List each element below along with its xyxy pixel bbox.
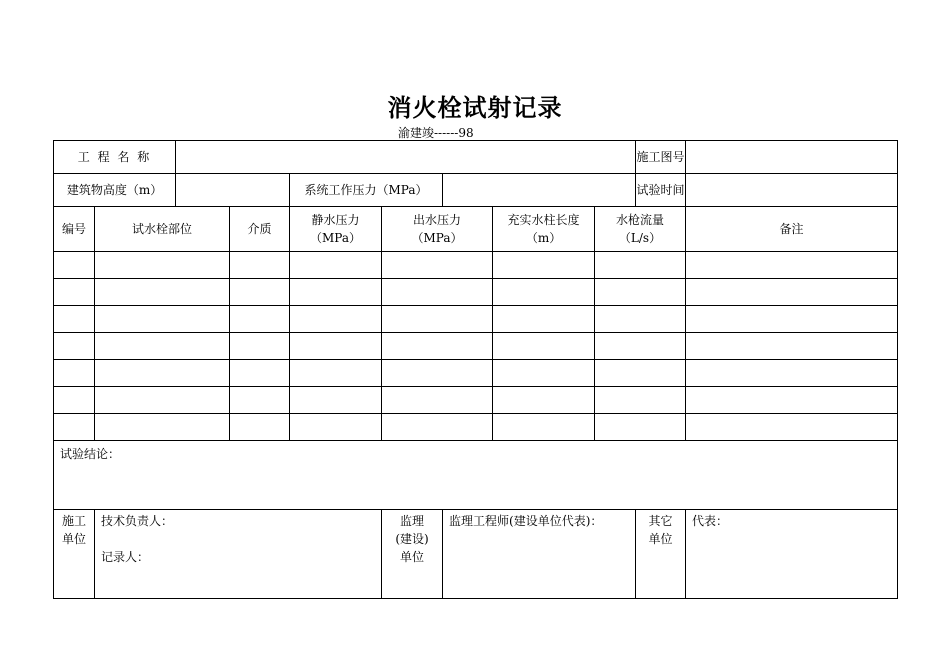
cell-jet-length[interactable]: [493, 360, 595, 387]
col-no: 编号: [54, 207, 95, 252]
col-remarks: 备注: [686, 207, 898, 252]
form-title: 消火栓试射记录: [387, 93, 563, 122]
conclusion-row: [54, 441, 898, 510]
cell-outlet-pressure[interactable]: [382, 333, 493, 360]
tech-lead-label: 技术负责人：: [101, 514, 174, 528]
cell-flow[interactable]: [595, 306, 686, 333]
cell-outlet-pressure[interactable]: [382, 306, 493, 333]
cell-medium[interactable]: [230, 252, 290, 279]
form-code: 渝建竣------98: [398, 126, 474, 140]
cell-jet-length[interactable]: [493, 414, 595, 441]
cell-static-pressure[interactable]: [290, 279, 382, 306]
cell-outlet-pressure[interactable]: [382, 414, 493, 441]
cell-outlet-pressure[interactable]: [382, 387, 493, 414]
cell-medium[interactable]: [230, 333, 290, 360]
other-unit-line1: 其它: [648, 514, 673, 528]
construction-unit-label: [54, 510, 95, 599]
other-unit-sign-area[interactable]: [686, 510, 898, 599]
cell-no[interactable]: [54, 414, 95, 441]
col-jet-length: [493, 207, 595, 252]
supervision-line1: 监理: [400, 514, 425, 528]
cell-static-pressure[interactable]: [290, 414, 382, 441]
signature-row: [54, 510, 898, 599]
cell-flow[interactable]: [595, 387, 686, 414]
col-static-pressure-name: 静水压力: [311, 213, 360, 227]
cell-jet-length[interactable]: [493, 279, 595, 306]
cell-no[interactable]: [54, 279, 95, 306]
project-name-field[interactable]: [176, 141, 636, 174]
cell-flow[interactable]: [595, 360, 686, 387]
cell-no[interactable]: [54, 306, 95, 333]
project-name-label: 工 程 名 称: [54, 141, 176, 174]
cell-no[interactable]: [54, 387, 95, 414]
supervision-line3: 单位: [400, 550, 425, 564]
cell-medium[interactable]: [230, 387, 290, 414]
cell-medium[interactable]: [230, 360, 290, 387]
cell-no[interactable]: [54, 333, 95, 360]
cell-flow[interactable]: [595, 414, 686, 441]
building-info-row: [54, 174, 898, 207]
cell-jet-length[interactable]: [493, 252, 595, 279]
cell-outlet-pressure[interactable]: [382, 279, 493, 306]
conclusion-label: 试验结论：: [60, 447, 121, 461]
supervision-line2: (建设): [395, 532, 429, 546]
cell-remarks[interactable]: [686, 252, 898, 279]
cell-no[interactable]: [54, 252, 95, 279]
test-time-field[interactable]: [686, 174, 898, 207]
table-row: [54, 279, 898, 306]
col-static-pressure-unit: （MPa）: [310, 231, 361, 245]
cell-location[interactable]: [95, 306, 230, 333]
other-unit-label: [636, 510, 686, 599]
cell-flow[interactable]: [595, 333, 686, 360]
table-row: [54, 360, 898, 387]
cell-jet-length[interactable]: [493, 387, 595, 414]
system-pressure-label: 系统工作压力（MPa）: [290, 174, 443, 207]
other-unit-line2: 单位: [648, 532, 673, 546]
table-row: [54, 387, 898, 414]
construction-sign-area[interactable]: [95, 510, 382, 599]
supervision-engineer-label: 监理工程师(建设单位代表)：: [449, 514, 603, 528]
cell-outlet-pressure[interactable]: [382, 360, 493, 387]
col-flow-unit: （L/s）: [618, 231, 662, 245]
col-jet-length-unit: （m）: [525, 231, 562, 245]
cell-static-pressure[interactable]: [290, 252, 382, 279]
hydrant-test-record-table: [53, 140, 898, 599]
table-row: [54, 252, 898, 279]
col-flow: [595, 207, 686, 252]
col-outlet-pressure: [382, 207, 493, 252]
cell-jet-length[interactable]: [493, 333, 595, 360]
drawing-no-field[interactable]: [686, 141, 898, 174]
cell-remarks[interactable]: [686, 360, 898, 387]
project-name-row: [54, 141, 898, 174]
table-row: [54, 414, 898, 441]
cell-flow[interactable]: [595, 252, 686, 279]
cell-outlet-pressure[interactable]: [382, 252, 493, 279]
col-jet-length-name: 充实水柱长度: [507, 213, 580, 227]
drawing-no-label: 施工图号: [636, 141, 686, 174]
table-row: [54, 333, 898, 360]
col-outlet-pressure-unit: （MPa）: [411, 231, 463, 245]
construction-unit-line2: 单位: [61, 532, 86, 546]
cell-medium[interactable]: [230, 414, 290, 441]
cell-location[interactable]: [95, 360, 230, 387]
test-time-label: 试验时间: [636, 174, 686, 207]
construction-unit-line1: 施工: [61, 514, 86, 528]
cell-location[interactable]: [95, 252, 230, 279]
col-static-pressure: [290, 207, 382, 252]
conclusion-field[interactable]: [54, 441, 898, 510]
cell-static-pressure[interactable]: [290, 387, 382, 414]
supervision-sign-area[interactable]: [443, 510, 636, 599]
recorder-label: 记录人：: [101, 550, 150, 564]
cell-medium[interactable]: [230, 306, 290, 333]
cell-medium[interactable]: [230, 279, 290, 306]
cell-remarks[interactable]: [686, 306, 898, 333]
col-location: 试水栓部位: [95, 207, 230, 252]
cell-jet-length[interactable]: [493, 306, 595, 333]
cell-remarks[interactable]: [686, 333, 898, 360]
col-outlet-pressure-name: 出水压力: [413, 213, 462, 227]
cell-location[interactable]: [95, 387, 230, 414]
cell-static-pressure[interactable]: [290, 306, 382, 333]
supervision-unit-label: [382, 510, 443, 599]
cell-remarks[interactable]: [686, 387, 898, 414]
table-row: [54, 306, 898, 333]
col-flow-name: 水枪流量: [616, 213, 665, 227]
building-height-label: 建筑物高度（m）: [54, 174, 176, 207]
representative-label: 代表：: [692, 514, 729, 528]
cell-location[interactable]: [95, 279, 230, 306]
cell-location[interactable]: [95, 414, 230, 441]
col-medium: 介质: [230, 207, 290, 252]
cell-remarks[interactable]: [686, 414, 898, 441]
cell-no[interactable]: [54, 360, 95, 387]
cell-location[interactable]: [95, 333, 230, 360]
column-header-row: [54, 207, 898, 252]
cell-static-pressure[interactable]: [290, 360, 382, 387]
building-height-field[interactable]: [176, 174, 290, 207]
cell-remarks[interactable]: [686, 279, 898, 306]
cell-flow[interactable]: [595, 279, 686, 306]
cell-static-pressure[interactable]: [290, 333, 382, 360]
system-pressure-field[interactable]: [443, 174, 636, 207]
